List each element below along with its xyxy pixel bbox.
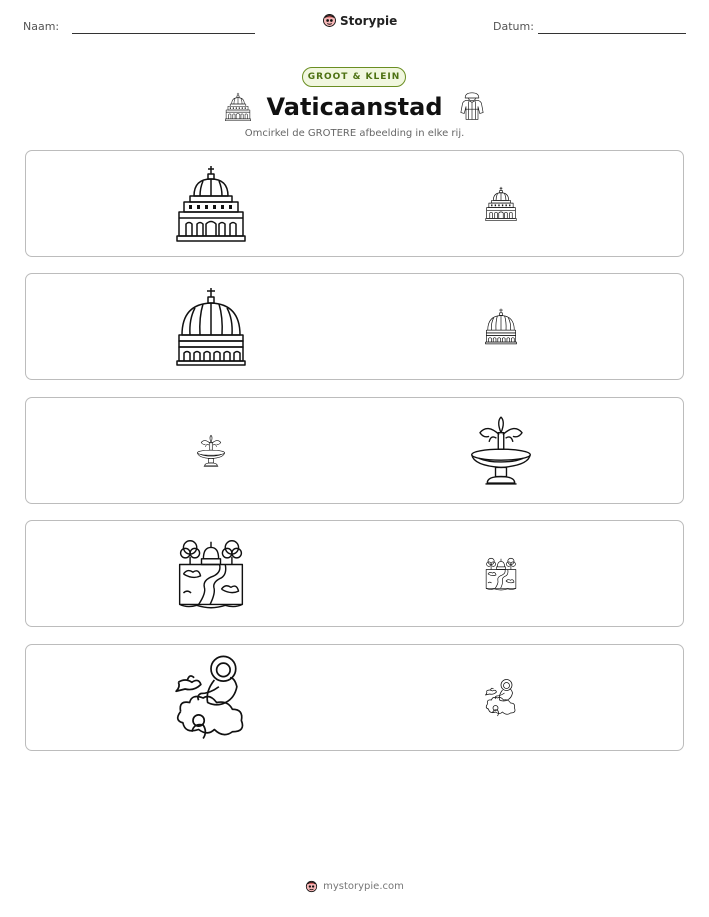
choice-left[interactable] — [156, 521, 266, 626]
choice-left[interactable] — [156, 645, 266, 750]
title-row — [0, 92, 709, 122]
storypie-mascot-icon — [305, 880, 318, 893]
dome-icon — [176, 287, 246, 367]
exercise-row — [25, 644, 684, 751]
choice-right[interactable] — [446, 521, 556, 626]
date-label: Datum: — [493, 20, 534, 33]
exercise-row — [25, 397, 684, 504]
saint-with-dove-icon — [483, 678, 519, 718]
choice-left[interactable] — [156, 274, 266, 379]
brand-name: Storypie — [340, 13, 398, 28]
swiss-guard-icon — [459, 92, 485, 122]
storypie-mascot-icon — [322, 13, 337, 28]
choice-left[interactable] — [156, 398, 266, 503]
garden-icon — [171, 536, 251, 612]
choice-right[interactable] — [446, 151, 556, 256]
fountain-icon — [469, 413, 533, 489]
basilica-icon — [176, 164, 246, 244]
basilica-icon — [485, 186, 517, 222]
fountain-icon — [196, 434, 226, 468]
garden-icon — [483, 556, 519, 592]
saint-with-dove-icon — [170, 653, 252, 743]
footer-url[interactable]: mystorypie.com — [323, 881, 404, 892]
exercise-row — [25, 520, 684, 627]
category-badge: GROOT & KLEIN — [302, 67, 406, 87]
basilica-icon — [225, 92, 251, 122]
exercise-row — [25, 273, 684, 380]
choice-left[interactable] — [156, 151, 266, 256]
dome-icon — [485, 308, 517, 345]
exercise-row — [25, 150, 684, 257]
name-field[interactable] — [72, 33, 255, 34]
footer — [0, 880, 709, 893]
name-label: Naam: — [23, 20, 60, 33]
choice-right[interactable] — [446, 398, 556, 503]
choice-right[interactable] — [446, 274, 556, 379]
date-field[interactable] — [538, 33, 686, 34]
brand-logo — [322, 13, 397, 28]
choice-right[interactable] — [446, 645, 556, 750]
page-title: Vaticaanstad — [266, 93, 443, 121]
instructions: Omcirkel de GROTERE afbeelding in elke rij. — [244, 128, 465, 139]
